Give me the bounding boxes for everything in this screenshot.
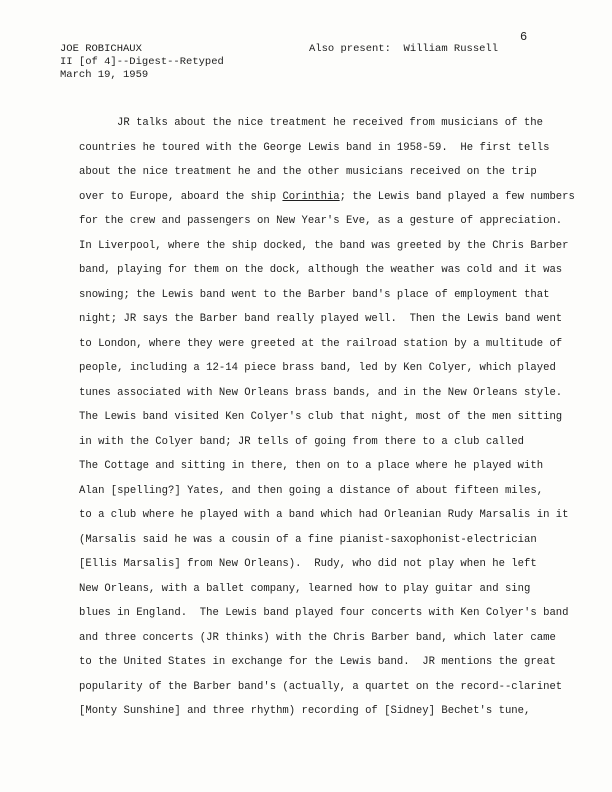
- body-line: [79, 631, 556, 645]
- body-line: [79, 459, 543, 473]
- body-text-segment: New Orleans, with a ballet company, learned how to play guitar and sing: [79, 582, 531, 595]
- body-line: [79, 533, 537, 547]
- body-line: [79, 508, 569, 522]
- body-text-segment: Alan [spelling?] Yates, and then going a distance of about fifteen miles,: [79, 484, 544, 497]
- body-text-segment: JR talks about the nice treatment he received from musicians of the: [117, 117, 543, 129]
- body-text-segment: The Cottage and sitting in there, then on to a place where he played with: [79, 460, 544, 472]
- body-line: [79, 582, 530, 596]
- body-text-segment: band, playing for them on the dock, although the weather was cold and it was: [79, 264, 563, 276]
- header-identification: [60, 43, 224, 82]
- body-line: [79, 386, 562, 400]
- body-text-segment: tunes associated with New Orleans brass bands, and in the New Orleans style.: [79, 386, 563, 399]
- body-line: [79, 190, 575, 204]
- header-line: II [of 4]--Digest--Retyped: [60, 56, 224, 68]
- header-line: March 19, 1959: [60, 69, 149, 81]
- body-line: [79, 239, 569, 253]
- body-text-segment: to the United States in exchange for the Lewis band. JR mentions the great: [79, 656, 556, 668]
- body-line: [79, 704, 530, 718]
- body-line: [79, 288, 549, 302]
- body-line: [79, 655, 556, 669]
- body-text-segment: countries he toured with the George Lewis band in 1958-59. He first tells: [79, 141, 550, 154]
- body-text-segment: (Marsalis said he was a cousin of a fine pianist-saxophonist-electrician: [79, 533, 537, 546]
- body-text-segment: and three concerts (JR thinks) with the Chris Barber band, which later came: [79, 631, 556, 644]
- body-text-segment: to a club where he played with a band which had Orleanian Rudy Marsalis in it: [79, 509, 569, 521]
- body-line: [79, 214, 562, 228]
- body-text-segment: snowing; the Lewis band went to the Barber band's place of employment that: [79, 288, 550, 301]
- ship-name-underlined: Corinthia: [282, 190, 340, 203]
- body-line: [79, 435, 524, 449]
- body-text-segment: [Monty Sunshine] and three rhythm) recording of [Sidney] Bechet's tune,: [79, 705, 531, 717]
- body-line: [79, 337, 562, 351]
- body-text-segment: ; the Lewis band played a few numbers: [339, 190, 575, 203]
- body-line: [79, 141, 549, 155]
- body-text-segment: about the nice treatment he and the other musicians received on the trip: [79, 166, 537, 178]
- body-line: [117, 116, 543, 130]
- body-text-segment: popularity of the Barber band's (actually, a quartet on the record--clarinet: [79, 680, 563, 693]
- body-text-segment: In Liverpool, where the ship docked, the band was greeted by the Chris Barber: [79, 239, 569, 252]
- body-text-segment: The Lewis band visited Ken Colyer's club that night, most of the men sitting: [79, 411, 563, 423]
- body-text-segment: night; JR says the Barber band really played well. Then the Lewis band went: [79, 313, 563, 325]
- body-line: [79, 312, 562, 326]
- body-line: [79, 484, 543, 498]
- body-text-segment: [Ellis Marsalis] from New Orleans). Rudy, who did not play when he left: [79, 558, 537, 570]
- body-text-segment: over to Europe, aboard the ship: [79, 190, 283, 203]
- body-text-segment: for the crew and passengers on New Year's Eve, as a gesture of appreciation.: [79, 215, 563, 227]
- body-line: [79, 606, 569, 620]
- page-number: 6: [520, 30, 528, 44]
- body-line: [79, 680, 562, 694]
- body-line: [79, 165, 537, 179]
- body-line: [79, 263, 562, 277]
- body-line: [79, 410, 562, 424]
- also-present-note: Also present: William Russell: [309, 43, 499, 55]
- body-text-segment: blues in England. The Lewis band played four concerts with Ken Colyer's band: [79, 607, 569, 619]
- body-text-segment: to London, where they were greeted at the railroad station by a multitude of: [79, 337, 563, 350]
- body-line: [79, 361, 556, 375]
- body-line: [79, 557, 537, 571]
- header-line: JOE ROBICHAUX: [60, 43, 142, 55]
- body-text-segment: in with the Colyer band; JR tells of going from there to a club called: [79, 435, 525, 448]
- body-text-segment: people, including a 12-14 piece brass band, led by Ken Colyer, which played: [79, 362, 556, 374]
